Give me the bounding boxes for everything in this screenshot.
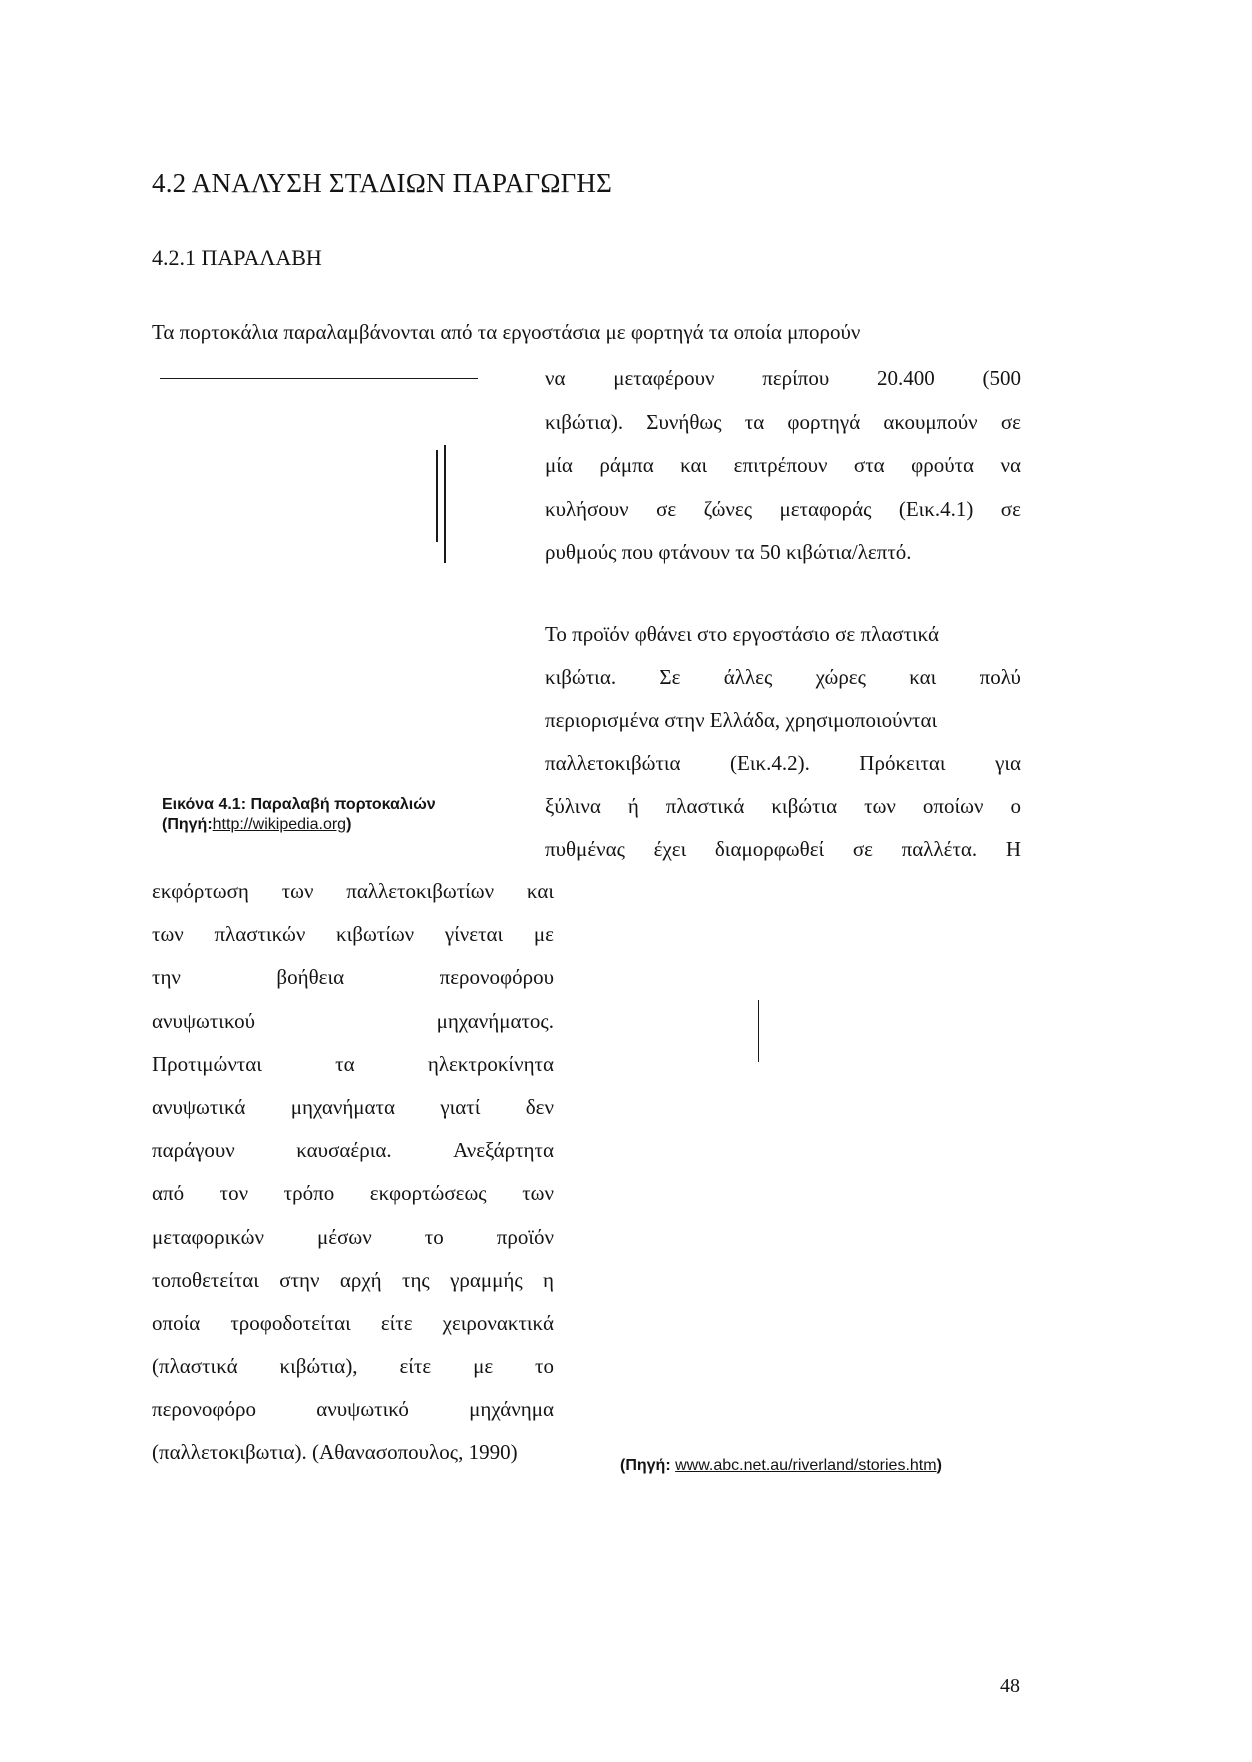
intro-line: Τα πορτοκάλια παραλαμβάνονται από τα εργοστάσια με φορτηγά τα οποία μπορούν [152, 320, 861, 344]
word: και [526, 879, 554, 903]
word: τρόπο [283, 1181, 335, 1206]
section-heading: 4.2 ΑΝΑΛΥΣΗ ΣΤΑΔΙΩΝ ΠΑΡΑΓΩΓΗΣ [152, 168, 613, 198]
text-line [545, 366, 1021, 410]
word: (παλλετοκιβωτια). (Αθανασοπουλος, 1990) [152, 1440, 518, 1465]
text-line [152, 1138, 554, 1181]
word: μηχανήματα [290, 1094, 396, 1119]
word: η [543, 1267, 554, 1292]
page-number: 48 [1000, 1675, 1020, 1697]
text-line [545, 837, 1021, 880]
figure-4-1-source [162, 816, 351, 834]
word: πλαστικών [214, 922, 306, 947]
word: κυλήσουν [545, 496, 629, 521]
figure-mark-lower [758, 1000, 759, 1062]
subsection-heading: 4.2.1 ΠΑΡΑΛΑΒΗ [152, 245, 322, 270]
word: το [535, 1354, 554, 1379]
right-paragraph-1 [545, 366, 1021, 584]
word: ο [1010, 794, 1021, 818]
word: Συνήθως [646, 409, 722, 434]
text-line [152, 922, 554, 965]
word: παλλετοκιβωτίων [346, 879, 495, 903]
word: μεταφοράς [779, 496, 872, 521]
word: γραμμής [450, 1267, 523, 1292]
text-line [152, 1268, 554, 1311]
word: ακουμπούν [883, 409, 978, 434]
word: σε [656, 496, 677, 521]
word: με [533, 922, 554, 947]
figure-4-1-caption: Εικόνα 4.1: Παραλαβή πορτοκαλιών [162, 796, 436, 813]
word: μεταφέρουν [613, 366, 715, 390]
word: στα [853, 453, 885, 477]
word: ξύλινα [545, 794, 601, 818]
text-line [545, 708, 1021, 751]
word: άλλες [723, 665, 773, 689]
word: ράμπα [599, 453, 654, 477]
word: μηχάνημα [469, 1397, 554, 1422]
figure-mark-right [444, 445, 446, 563]
word: (πλαστικά [152, 1354, 238, 1379]
word: γιατί [440, 1094, 481, 1119]
word: να [545, 366, 566, 390]
word: μηχανήματος. [436, 1008, 554, 1033]
word: περονοφόρο [152, 1397, 256, 1422]
word: των [152, 922, 184, 947]
word: την [152, 965, 181, 990]
word: τα [335, 1051, 355, 1076]
right-paragraph-2 [545, 622, 1021, 880]
word: χειρονακτικά [442, 1310, 554, 1335]
word: περίπου [762, 366, 830, 390]
word: είτε [380, 1310, 413, 1335]
word: χώρες [815, 665, 866, 689]
word: (Εικ.4.2). [730, 751, 810, 775]
word: παλλετοκιβώτια [545, 751, 681, 775]
source-link[interactable]: www.abc.net.au/riverland/stories.htm [675, 1457, 937, 1474]
word: βοήθεια [276, 965, 345, 990]
text-line [152, 1095, 554, 1138]
word: παράγουν [152, 1138, 235, 1163]
word: Το προϊόν φθάνει στο εργοστάσιο σε πλαστικά [545, 622, 940, 646]
word: να [1000, 453, 1021, 477]
word: Ανεξάρτητα [453, 1138, 554, 1163]
text-line [545, 751, 1021, 794]
word: και [680, 453, 708, 477]
source-link[interactable]: http://wikipedia.org [212, 816, 347, 833]
word: οποίων [922, 794, 984, 818]
text-line [152, 1354, 554, 1397]
word: περιορισμένα στην Ελλάδα, χρησιμοποιούνται [545, 708, 938, 732]
word: οποία [152, 1310, 201, 1335]
word: ρυθμούς που φτάνουν τα 50 κιβώτια/λεπτό. [545, 540, 912, 564]
word: τροφοδοτείται [230, 1310, 351, 1335]
word: (500 [982, 366, 1021, 390]
figure-top-rule [160, 378, 478, 379]
word: κιβώτια). [545, 409, 624, 434]
figure-4-2-source [620, 1457, 942, 1475]
word: ανυψωτικά [152, 1094, 246, 1119]
word: μεταφορικών [152, 1224, 264, 1249]
word: δεν [525, 1094, 554, 1119]
word: έχει [653, 837, 687, 861]
figure-mark-left [436, 450, 438, 542]
word: πυθμένας [545, 837, 625, 861]
source-prefix: (Πηγή: [162, 816, 213, 833]
word: διαμορφωθεί [714, 837, 825, 861]
word: καυσαέρια. [296, 1138, 392, 1163]
word: τοποθετείται [152, 1267, 259, 1292]
word: των [281, 879, 314, 903]
word: μία [545, 453, 573, 477]
word: ανυψωτικού [152, 1008, 255, 1033]
word: Πρόκειται [859, 751, 946, 775]
text-line [545, 665, 1021, 708]
word: το [424, 1224, 444, 1249]
word: Προτιμώνται [152, 1051, 262, 1076]
source-suffix: ) [936, 1457, 942, 1474]
text-line [545, 794, 1021, 837]
left-paragraph [152, 879, 554, 1484]
word: της [402, 1267, 430, 1292]
word: σε [1000, 496, 1021, 521]
word: τα [744, 409, 765, 434]
text-line [545, 622, 1021, 665]
word: είτε [399, 1354, 432, 1379]
word: κιβώτια), [279, 1354, 358, 1379]
word: Η [1005, 837, 1021, 861]
word: ή [627, 794, 639, 818]
text-line [152, 1181, 554, 1224]
word: από [152, 1181, 185, 1206]
text-line [152, 1311, 554, 1354]
word: προϊόν [496, 1224, 554, 1249]
source-prefix: (Πηγή: [620, 1457, 676, 1474]
text-line [545, 497, 1021, 541]
word: ζώνες [703, 496, 753, 521]
source-suffix: ) [346, 816, 352, 833]
word: σε [1000, 409, 1021, 434]
word: κιβώτια. [545, 665, 617, 689]
text-line [545, 540, 1021, 584]
word: κιβωτίων [336, 922, 415, 947]
word: φορτηγά [787, 409, 861, 434]
word: πολύ [979, 665, 1021, 689]
text-line [152, 1009, 554, 1052]
text-line [545, 410, 1021, 454]
word: αρχή [339, 1267, 382, 1292]
word: ηλεκτροκίνητα [427, 1051, 554, 1076]
word: των [522, 1181, 554, 1206]
word: παλλέτα. [901, 837, 978, 861]
text-line [152, 1225, 554, 1268]
word: κιβώτια [771, 794, 838, 818]
word: σε [852, 837, 873, 861]
word: Σε [659, 665, 681, 689]
word: 20.400 [877, 366, 935, 390]
word: πλαστικά [665, 794, 745, 818]
text-line [152, 879, 554, 922]
word: ανυψωτικό [316, 1397, 409, 1422]
word: των [864, 794, 896, 818]
word: εκφόρτωση [152, 879, 249, 903]
word: εκφορτώσεως [369, 1181, 487, 1206]
text-line [152, 965, 554, 1008]
word: επιτρέπουν [733, 453, 828, 477]
word: μέσων [317, 1224, 372, 1249]
word: με [473, 1354, 494, 1379]
word: περονοφόρου [439, 965, 554, 990]
word: στην [279, 1267, 320, 1292]
text-line [152, 1397, 554, 1440]
word: για [995, 751, 1021, 775]
word: τον [219, 1181, 249, 1206]
word: φρούτα [911, 453, 975, 477]
text-line [545, 453, 1021, 497]
text-line [152, 1052, 554, 1095]
word: (Εικ.4.1) [898, 496, 974, 521]
word: και [909, 665, 937, 689]
word: γίνεται [444, 922, 504, 947]
text-line [152, 1440, 554, 1483]
